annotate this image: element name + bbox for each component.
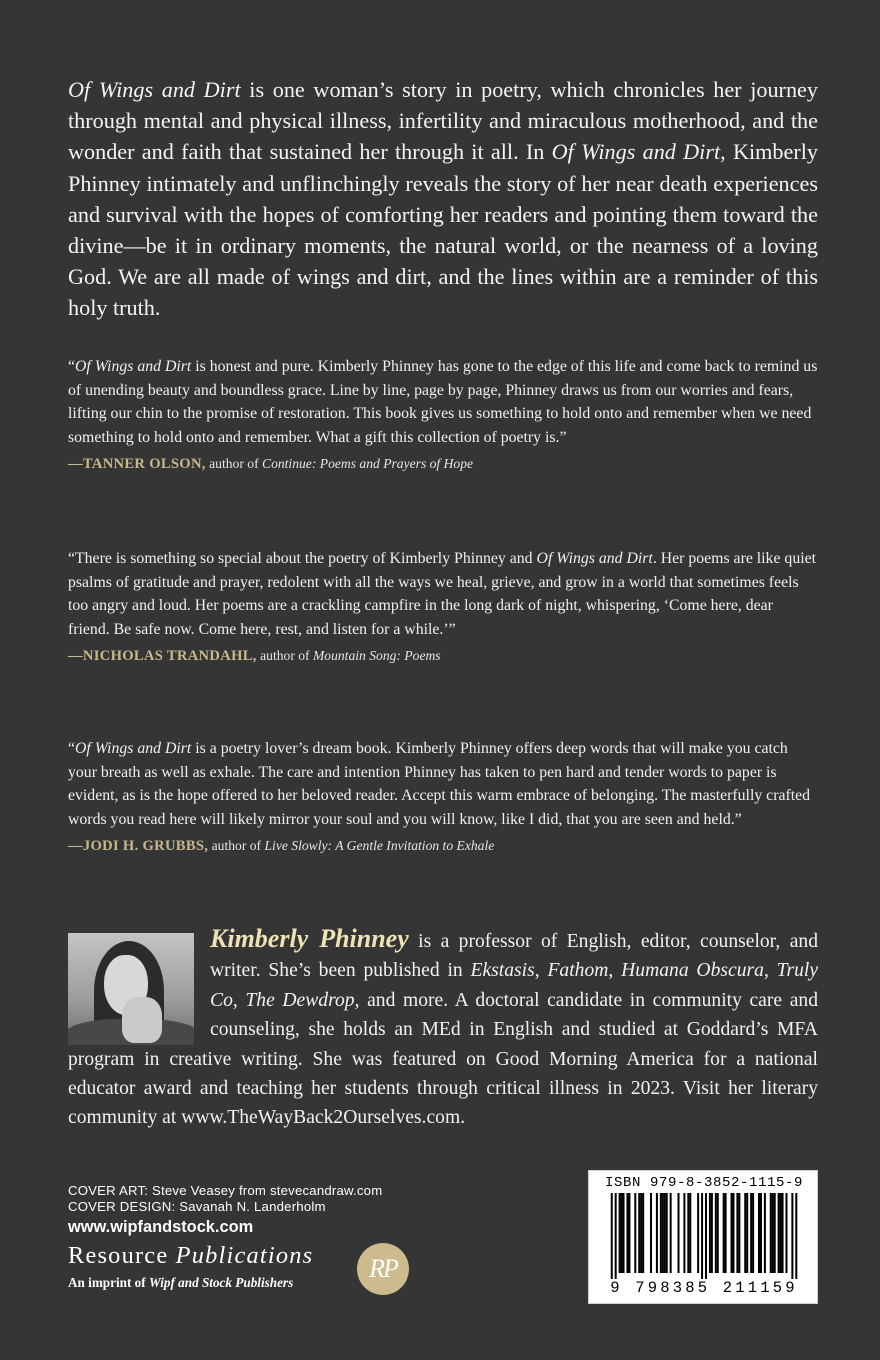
isbn-number: ISBN 979-8-3852-1115-9 [604,1175,804,1191]
publication-name: Truly Co [210,960,819,1011]
barcode-bar [642,1193,644,1273]
barcode-bar [736,1193,738,1273]
publication-name: Ekstasis [470,960,535,982]
barcode-bar [664,1193,666,1273]
barcode-bar [711,1193,713,1273]
barcode-bar [619,1193,621,1273]
quote-text: Her poems are like quiet psalms of gratitude and prayer, redolent with all the ways we heal, grieve, and grow in a world that sometimes feels too angry and loud. Her poems are a crackling campfire in the long dark of night, whispering, ‘Come here, dear friend. Be safe now. Come here, rest, and listen for a while.’” [68,550,817,638]
cover-credits [68,1183,382,1214]
barcode-bar [683,1193,685,1273]
endorser-work: Live Slowly: A Gentle Invitation to Exhale [264,838,495,853]
author-name: Kimberly Phinney [210,924,409,953]
cover-art-credit: COVER ART: Steve Veasey from stevecandraw.com [68,1183,383,1198]
barcode-bars [597,1193,811,1279]
endorsement-attribution: —NICHOLAS TRANDAHL, author of Mountain Song: Poems [68,648,441,664]
description-text: is one woman’s story in poetry, which chronicles her journey through mental and physical illness, infertility and miraculous motherhood, and the wonder and faith that sustained her through it all. In [68,77,818,165]
barcode-bar [650,1193,652,1273]
barcode-bar [758,1193,760,1273]
barcode-bar [678,1193,680,1273]
barcode-bar [725,1193,727,1273]
barcode-bar [615,1193,617,1279]
endorser-work: Mountain Song: Poems [312,648,441,663]
barcode-bar [772,1193,774,1273]
book-description [68,74,818,324]
barcode-bar [634,1193,636,1273]
barcode-bar [701,1193,703,1279]
barcode-bar [778,1193,780,1273]
endorser-name: NICHOLAS TRANDAHL, [82,648,257,664]
isbn-barcode [588,1170,818,1304]
endorsement-attribution: —TANNER OLSON, author of Continue: Poems and Prayers of Hope [68,456,474,472]
barcode-bar [791,1193,793,1279]
barcode-bar [752,1193,754,1273]
barcode-bar [666,1193,668,1273]
barcode-bar [774,1193,776,1273]
barcode-bar [626,1193,628,1273]
barcode-bar [697,1193,699,1273]
barcode-bar [628,1193,630,1273]
barcode-bar [732,1193,734,1273]
barcode-bar [660,1193,662,1273]
barcode-bar [670,1193,672,1273]
publisher-name: Resource Publications [68,1242,314,1269]
barcode-bar [705,1193,707,1279]
endorser-name: TANNER OLSON, [82,456,206,472]
endorsement-quote: “There is something so special about the poetry of Kimberly Phinney and Of Wings and Dirt. Her poems are like quiet psalms of gratitude and prayer, redolent with all the ways we heal, grieve, and grow in a world that sometimes feels too angry and loud. Her poems are a crackling campfire in the long dark of night, whispering, ‘Come here, dear friend. Be safe now. Come here, rest, and listen for a while.’” —NICHOLAS TRANDAHL, author of Mountain Song: Poems [68,550,817,664]
book-title: Of Wings and Dirt [75,358,192,375]
barcode-bar [621,1193,623,1273]
publisher-website: www.wipfandstock.com [68,1218,254,1236]
endorser-name: JODI H. GRUBBS, [82,838,209,854]
publication-name: The Dewdrop [245,989,355,1011]
quote-text: is honest and pure. Kimberly Phinney has gone to the edge of this life and come back to remind us of unending beauty and boundless grace. Line by line, page by page, Phinney draws us from our worries and fears, lifting our chin to the promise of restoration. This book gives us something to hold onto and remember when we need something to hold onto and remember. What a gift this collection of poetry is.” [68,358,818,446]
publication-name: Humana Obscura [621,960,764,982]
barcode-bar [780,1193,782,1273]
endorsement-quote: “Of Wings and Dirt is a poetry lover’s dream book. Kimberly Phinney offers deep words that will make you catch your breath as well as exhale. The care and intention Phinney has taken to pen hard and tender words to paper is evident, as is the hope offered to her beloved reader. Accept this warm embrace of belonging. The masterfully crafted words you read here will likely mirror your soul and you will know, like I did, that you are seen and held.” —JODI H. GRUBBS, author of Live Slowly: A Gentle Invitation to Exhale [68,737,818,856]
barcode-bar [611,1193,613,1279]
book-title: Of Wings and Dirt [551,139,721,165]
barcode-bar [744,1193,746,1273]
description-text: , Kimberly Phinney intimately and unflinchingly reveals the story of her near death experiences and survival with the hopes of comforting her readers and pointing them toward the divine—be it in ordinary moments, the natural world, or the nearness of a loving God. We are all made of wings and dirt, and the lines within are a reminder of this holy truth. [68,139,818,321]
barcode-bar [687,1193,689,1273]
barcode-bar [689,1193,691,1273]
quote-text: . [652,550,657,567]
barcode-bar [656,1193,658,1273]
book-title: Of Wings and Dirt [68,77,241,102]
endorser-work: Continue: Poems and Prayers of Hope [262,456,474,471]
barcode-bar [764,1193,766,1273]
barcode-bar [760,1193,762,1273]
barcode-bar [795,1193,797,1279]
barcode-bar [623,1193,625,1273]
barcode-bar [746,1193,748,1273]
imprint-line: An imprint of Wipf and Stock Publishers [68,1275,294,1290]
cover-design-credit: COVER DESIGN: Savanah N. Landerholm [68,1198,326,1214]
publication-name: Fathom [547,960,609,982]
barcode-bar [709,1193,711,1273]
book-title: Of Wings and Dirt [75,740,192,757]
barcode-digits: 9 798385 211159 [610,1279,798,1297]
barcode-bar [782,1193,784,1273]
publisher-logo: RP [357,1243,409,1295]
barcode-bar [638,1193,640,1273]
barcode-bar [723,1193,725,1273]
barcode-bar [770,1193,772,1273]
barcode-bar [738,1193,740,1273]
barcode-bar [731,1193,733,1273]
barcode-bar [640,1193,642,1273]
barcode-bar [717,1193,719,1273]
barcode-bar [715,1193,717,1273]
author-bio: Kimberly Phinney is a professor of English, editor, counselor, and writer. She’s been published in Ekstasis, Fathom, Humana Obscura, Truly Co, The Dewdrop, and more. A doctoral candidate in community care and counseling, she holds an MEd in English and studied at Goddard’s MFA program in creative writing. She was featured on Good Morning America for a national educator award and teaching her students through critical illness in 2023. Visit her literary community at www.TheWayBack2Ourselves.com. [68,924,819,1129]
endorsement-attribution: —JODI H. GRUBBS, author of Live Slowly: A Gentle Invitation to Exhale [68,838,495,854]
barcode-bar [785,1193,787,1273]
barcode-bar [750,1193,752,1273]
barcode-bar [662,1193,664,1273]
quote-text: is a poetry lover’s dream book. Kimberly Phinney offers deep words that will make you catch your breath as well as exhale. The care and intention Phinney has taken to pen hard and tender words to paper is evident, as is the hope offered to her beloved reader. Accept this warm embrace of belonging. The masterfully crafted words you read here will likely mirror your soul and you will know, like I did, that you are seen and held.” [68,740,811,828]
endorsement-quote: “Of Wings and Dirt is honest and pure. Kimberly Phinney has gone to the edge of this life and come back to remind us of unending beauty and boundless grace. Line by line, page by page, Phinney draws us from our worries and fears, lifting our chin to the promise of restoration. This book gives us something to hold onto and remember when we need something to hold onto and remember. What a gift this collection of poetry is.” —TANNER OLSON, author of Continue: Poems and Prayers of Hope [68,358,818,472]
book-title: Of Wings and Dirt [536,550,653,567]
